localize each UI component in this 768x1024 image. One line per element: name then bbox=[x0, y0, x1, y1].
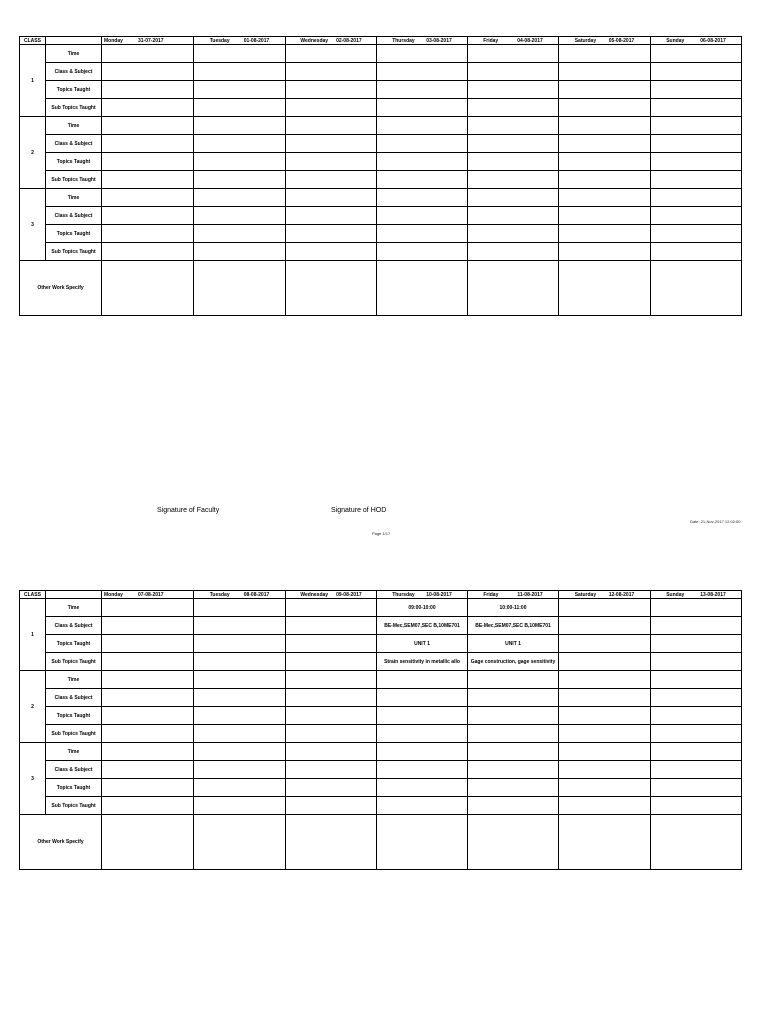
cell bbox=[377, 689, 468, 707]
thursday-topics-cell: UNIT 1 bbox=[377, 635, 468, 653]
cell bbox=[194, 243, 286, 261]
cell bbox=[468, 135, 559, 153]
cell bbox=[286, 707, 377, 725]
cell bbox=[102, 707, 194, 725]
row-label-time: Time bbox=[46, 671, 102, 689]
cell bbox=[102, 135, 194, 153]
cell bbox=[651, 743, 742, 761]
row-label-topics: Topics Taught bbox=[46, 81, 102, 99]
cell bbox=[377, 743, 468, 761]
table-row bbox=[20, 189, 742, 207]
cell bbox=[651, 815, 742, 870]
row-label-time: Time bbox=[46, 743, 102, 761]
cell bbox=[559, 707, 651, 725]
cell bbox=[286, 725, 377, 743]
cell bbox=[286, 617, 377, 635]
print-date: Date: 21-Nov-2017 12:02:00 bbox=[690, 519, 741, 524]
cell bbox=[377, 99, 468, 117]
cell bbox=[651, 725, 742, 743]
cell bbox=[651, 779, 742, 797]
cell bbox=[194, 225, 286, 243]
row-label-class-subject: Class & Subject bbox=[46, 63, 102, 81]
friday-sub-topics-cell: Gage construction, gage sensitivity bbox=[468, 653, 559, 671]
cell bbox=[468, 189, 559, 207]
row-label-sub-topics: Sub Topics Taught bbox=[46, 797, 102, 815]
cell bbox=[651, 599, 742, 617]
cell bbox=[194, 635, 286, 653]
cell bbox=[102, 779, 194, 797]
cell bbox=[194, 617, 286, 635]
cell bbox=[102, 207, 194, 225]
table-row bbox=[20, 617, 742, 635]
cell bbox=[651, 261, 742, 316]
cell bbox=[194, 117, 286, 135]
friday-time-cell: 10:00-11:00 bbox=[468, 599, 559, 617]
cell bbox=[651, 243, 742, 261]
cell bbox=[194, 599, 286, 617]
table-row bbox=[20, 117, 742, 135]
cell bbox=[194, 153, 286, 171]
cell bbox=[559, 653, 651, 671]
cell bbox=[286, 99, 377, 117]
cell bbox=[194, 261, 286, 316]
cell bbox=[377, 135, 468, 153]
cell bbox=[468, 99, 559, 117]
cell bbox=[194, 63, 286, 81]
cell bbox=[286, 243, 377, 261]
other-work-row bbox=[20, 261, 742, 316]
cell bbox=[559, 117, 651, 135]
cell bbox=[559, 261, 651, 316]
cell bbox=[286, 63, 377, 81]
cell bbox=[559, 63, 651, 81]
cell bbox=[559, 99, 651, 117]
class-header: CLASS bbox=[20, 591, 46, 599]
cell bbox=[377, 243, 468, 261]
cell bbox=[102, 599, 194, 617]
row-label-class-subject: Class & Subject bbox=[46, 617, 102, 635]
cell bbox=[468, 243, 559, 261]
day-header-saturday: Saturday 12-08-2017 bbox=[559, 591, 651, 599]
cell bbox=[377, 797, 468, 815]
cell bbox=[102, 189, 194, 207]
row-label-time: Time bbox=[46, 45, 102, 63]
cell bbox=[194, 207, 286, 225]
cell bbox=[651, 707, 742, 725]
page-number: Page 1/17 bbox=[372, 531, 391, 536]
cell bbox=[286, 815, 377, 870]
row-label-class-subject: Class & Subject bbox=[46, 761, 102, 779]
row-label-class-subject: Class & Subject bbox=[46, 135, 102, 153]
row-label-class-subject: Class & Subject bbox=[46, 689, 102, 707]
day-header-wednesday: Wednesday 09-08-2017 bbox=[286, 591, 377, 599]
class-number: 2 bbox=[20, 671, 46, 743]
row-label-class-subject: Class & Subject bbox=[46, 207, 102, 225]
day-header-saturday: Saturday 05-08-2017 bbox=[559, 37, 651, 45]
day-header-tuesday: Tuesday 01-08-2017 bbox=[194, 37, 286, 45]
cell bbox=[102, 725, 194, 743]
table-row bbox=[20, 45, 742, 63]
cell bbox=[286, 671, 377, 689]
cell bbox=[286, 743, 377, 761]
table-row bbox=[20, 207, 742, 225]
day-header-tuesday: Tuesday 08-08-2017 bbox=[194, 591, 286, 599]
cell bbox=[468, 171, 559, 189]
cell bbox=[468, 81, 559, 99]
cell bbox=[651, 225, 742, 243]
cell bbox=[286, 797, 377, 815]
cell bbox=[102, 225, 194, 243]
cell bbox=[102, 761, 194, 779]
table-row bbox=[20, 171, 742, 189]
cell bbox=[286, 225, 377, 243]
header-row bbox=[20, 591, 742, 599]
cell bbox=[468, 689, 559, 707]
cell bbox=[377, 81, 468, 99]
cell bbox=[377, 671, 468, 689]
cell bbox=[377, 153, 468, 171]
cell bbox=[102, 243, 194, 261]
thursday-class-subject-cell: BE-Mec,SEM07,SEC B,10ME701 bbox=[377, 617, 468, 635]
cell bbox=[651, 45, 742, 63]
cell bbox=[102, 797, 194, 815]
row-label-time: Time bbox=[46, 189, 102, 207]
cell bbox=[194, 815, 286, 870]
cell bbox=[286, 779, 377, 797]
cell bbox=[102, 99, 194, 117]
cell bbox=[559, 779, 651, 797]
cell bbox=[559, 153, 651, 171]
cell bbox=[102, 671, 194, 689]
cell bbox=[286, 261, 377, 316]
cell bbox=[559, 617, 651, 635]
cell bbox=[468, 117, 559, 135]
day-header-sunday: Sunday 13-08-2017 bbox=[651, 591, 742, 599]
thursday-time-cell: 09:00-10:00 bbox=[377, 599, 468, 617]
cell bbox=[468, 743, 559, 761]
cell bbox=[102, 617, 194, 635]
cell bbox=[102, 635, 194, 653]
row-label-sub-topics: Sub Topics Taught bbox=[46, 725, 102, 743]
cell bbox=[651, 797, 742, 815]
cell bbox=[468, 761, 559, 779]
cell bbox=[468, 45, 559, 63]
cell bbox=[559, 189, 651, 207]
cell bbox=[468, 63, 559, 81]
cell bbox=[651, 635, 742, 653]
cell bbox=[286, 207, 377, 225]
cell bbox=[651, 189, 742, 207]
table-row bbox=[20, 761, 742, 779]
cell bbox=[194, 797, 286, 815]
table-row bbox=[20, 153, 742, 171]
day-header-thursday: Thursday 03-08-2017 bbox=[377, 37, 468, 45]
cell bbox=[377, 761, 468, 779]
cell bbox=[377, 207, 468, 225]
class-number: 2 bbox=[20, 117, 46, 189]
table-row bbox=[20, 225, 742, 243]
cell bbox=[468, 207, 559, 225]
cell bbox=[194, 725, 286, 743]
cell bbox=[651, 671, 742, 689]
table-row bbox=[20, 653, 742, 671]
cell bbox=[377, 779, 468, 797]
row-label-topics: Topics Taught bbox=[46, 225, 102, 243]
cell bbox=[102, 81, 194, 99]
day-header-friday: Friday 11-08-2017 bbox=[468, 591, 559, 599]
cell bbox=[102, 45, 194, 63]
cell bbox=[651, 207, 742, 225]
cell bbox=[377, 261, 468, 316]
cell bbox=[286, 653, 377, 671]
cell bbox=[286, 135, 377, 153]
cell bbox=[102, 653, 194, 671]
cell bbox=[194, 671, 286, 689]
day-header-friday: Friday 04-08-2017 bbox=[468, 37, 559, 45]
cell bbox=[651, 153, 742, 171]
cell bbox=[377, 45, 468, 63]
cell bbox=[468, 725, 559, 743]
cell bbox=[194, 653, 286, 671]
row-label-time: Time bbox=[46, 117, 102, 135]
cell bbox=[468, 671, 559, 689]
other-work-label: Other Work Specify bbox=[20, 261, 102, 316]
cell bbox=[651, 761, 742, 779]
cell bbox=[194, 171, 286, 189]
cell bbox=[468, 797, 559, 815]
cell bbox=[651, 135, 742, 153]
cell bbox=[559, 599, 651, 617]
other-work-label: Other Work Specify bbox=[20, 815, 102, 870]
cell bbox=[651, 689, 742, 707]
cell bbox=[194, 189, 286, 207]
class-number: 3 bbox=[20, 743, 46, 815]
cell bbox=[286, 171, 377, 189]
other-work-row bbox=[20, 815, 742, 870]
cell bbox=[102, 117, 194, 135]
day-header-wednesday: Wednesday 02-08-2017 bbox=[286, 37, 377, 45]
cell bbox=[194, 135, 286, 153]
row-label-sub-topics: Sub Topics Taught bbox=[46, 99, 102, 117]
cell bbox=[559, 225, 651, 243]
signature-faculty-label: Signature of Faculty bbox=[157, 507, 220, 514]
friday-class-subject-cell: BE-Mec,SEM07,SEC B,10ME701 bbox=[468, 617, 559, 635]
row-label-topics: Topics Taught bbox=[46, 707, 102, 725]
table-row bbox=[20, 243, 742, 261]
cell bbox=[559, 81, 651, 99]
day-header-sunday: Sunday 06-08-2017 bbox=[651, 37, 742, 45]
cell bbox=[286, 153, 377, 171]
cell bbox=[194, 707, 286, 725]
thursday-sub-topics-cell: Strain sensitivity in metallic allo bbox=[377, 653, 468, 671]
cell bbox=[377, 63, 468, 81]
cell bbox=[559, 725, 651, 743]
signature-hod-label: Signature of HOD bbox=[331, 507, 387, 514]
cell bbox=[468, 815, 559, 870]
cell bbox=[377, 189, 468, 207]
table-row bbox=[20, 707, 742, 725]
timetable-week-1 bbox=[19, 36, 742, 316]
cell bbox=[559, 671, 651, 689]
cell bbox=[468, 779, 559, 797]
cell bbox=[286, 189, 377, 207]
cell bbox=[102, 153, 194, 171]
cell bbox=[651, 653, 742, 671]
row-label-topics: Topics Taught bbox=[46, 153, 102, 171]
cell bbox=[194, 761, 286, 779]
table-row bbox=[20, 671, 742, 689]
cell bbox=[559, 207, 651, 225]
table-row bbox=[20, 63, 742, 81]
table-row bbox=[20, 779, 742, 797]
cell bbox=[651, 81, 742, 99]
cell bbox=[102, 261, 194, 316]
cell bbox=[102, 743, 194, 761]
row-label-sub-topics: Sub Topics Taught bbox=[46, 171, 102, 189]
cell bbox=[194, 45, 286, 63]
friday-topics-cell: UNIT 1 bbox=[468, 635, 559, 653]
table-row bbox=[20, 81, 742, 99]
cell bbox=[286, 635, 377, 653]
header-row bbox=[20, 37, 742, 45]
cell bbox=[377, 725, 468, 743]
class-number: 1 bbox=[20, 599, 46, 671]
cell bbox=[102, 815, 194, 870]
cell bbox=[377, 815, 468, 870]
cell bbox=[468, 153, 559, 171]
cell bbox=[559, 45, 651, 63]
cell bbox=[194, 779, 286, 797]
cell bbox=[559, 743, 651, 761]
row-label-topics: Topics Taught bbox=[46, 779, 102, 797]
cell bbox=[559, 171, 651, 189]
cell bbox=[559, 815, 651, 870]
cell bbox=[194, 689, 286, 707]
blank-header bbox=[46, 591, 102, 599]
table-row bbox=[20, 135, 742, 153]
cell bbox=[194, 81, 286, 99]
cell bbox=[651, 117, 742, 135]
cell bbox=[286, 599, 377, 617]
table-row bbox=[20, 599, 742, 617]
cell bbox=[559, 797, 651, 815]
cell bbox=[286, 81, 377, 99]
day-header-monday: Monday 07-08-2017 bbox=[102, 591, 194, 599]
cell bbox=[559, 689, 651, 707]
cell bbox=[559, 135, 651, 153]
day-header-thursday: Thursday 10-08-2017 bbox=[377, 591, 468, 599]
cell bbox=[102, 171, 194, 189]
day-header-monday: Monday 31-07-2017 bbox=[102, 37, 194, 45]
cell bbox=[468, 707, 559, 725]
cell bbox=[194, 99, 286, 117]
cell bbox=[651, 617, 742, 635]
cell bbox=[651, 63, 742, 81]
table-row bbox=[20, 743, 742, 761]
cell bbox=[194, 743, 286, 761]
blank-header bbox=[46, 37, 102, 45]
table-row bbox=[20, 635, 742, 653]
cell bbox=[286, 45, 377, 63]
cell bbox=[468, 225, 559, 243]
row-label-sub-topics: Sub Topics Taught bbox=[46, 653, 102, 671]
row-label-topics: Topics Taught bbox=[46, 635, 102, 653]
table-row bbox=[20, 797, 742, 815]
timetable-week-2 bbox=[19, 590, 742, 870]
table-row bbox=[20, 99, 742, 117]
cell bbox=[377, 707, 468, 725]
cell bbox=[559, 635, 651, 653]
class-number: 1 bbox=[20, 45, 46, 117]
cell bbox=[377, 171, 468, 189]
cell bbox=[559, 761, 651, 779]
cell bbox=[651, 171, 742, 189]
row-label-sub-topics: Sub Topics Taught bbox=[46, 243, 102, 261]
class-header: CLASS bbox=[20, 37, 46, 45]
cell bbox=[286, 117, 377, 135]
cell bbox=[377, 117, 468, 135]
table-row bbox=[20, 725, 742, 743]
table-row bbox=[20, 689, 742, 707]
cell bbox=[468, 261, 559, 316]
cell bbox=[559, 243, 651, 261]
cell bbox=[102, 63, 194, 81]
cell bbox=[102, 689, 194, 707]
cell bbox=[377, 225, 468, 243]
cell bbox=[651, 99, 742, 117]
row-label-time: Time bbox=[46, 599, 102, 617]
class-number: 3 bbox=[20, 189, 46, 261]
cell bbox=[286, 761, 377, 779]
cell bbox=[286, 689, 377, 707]
